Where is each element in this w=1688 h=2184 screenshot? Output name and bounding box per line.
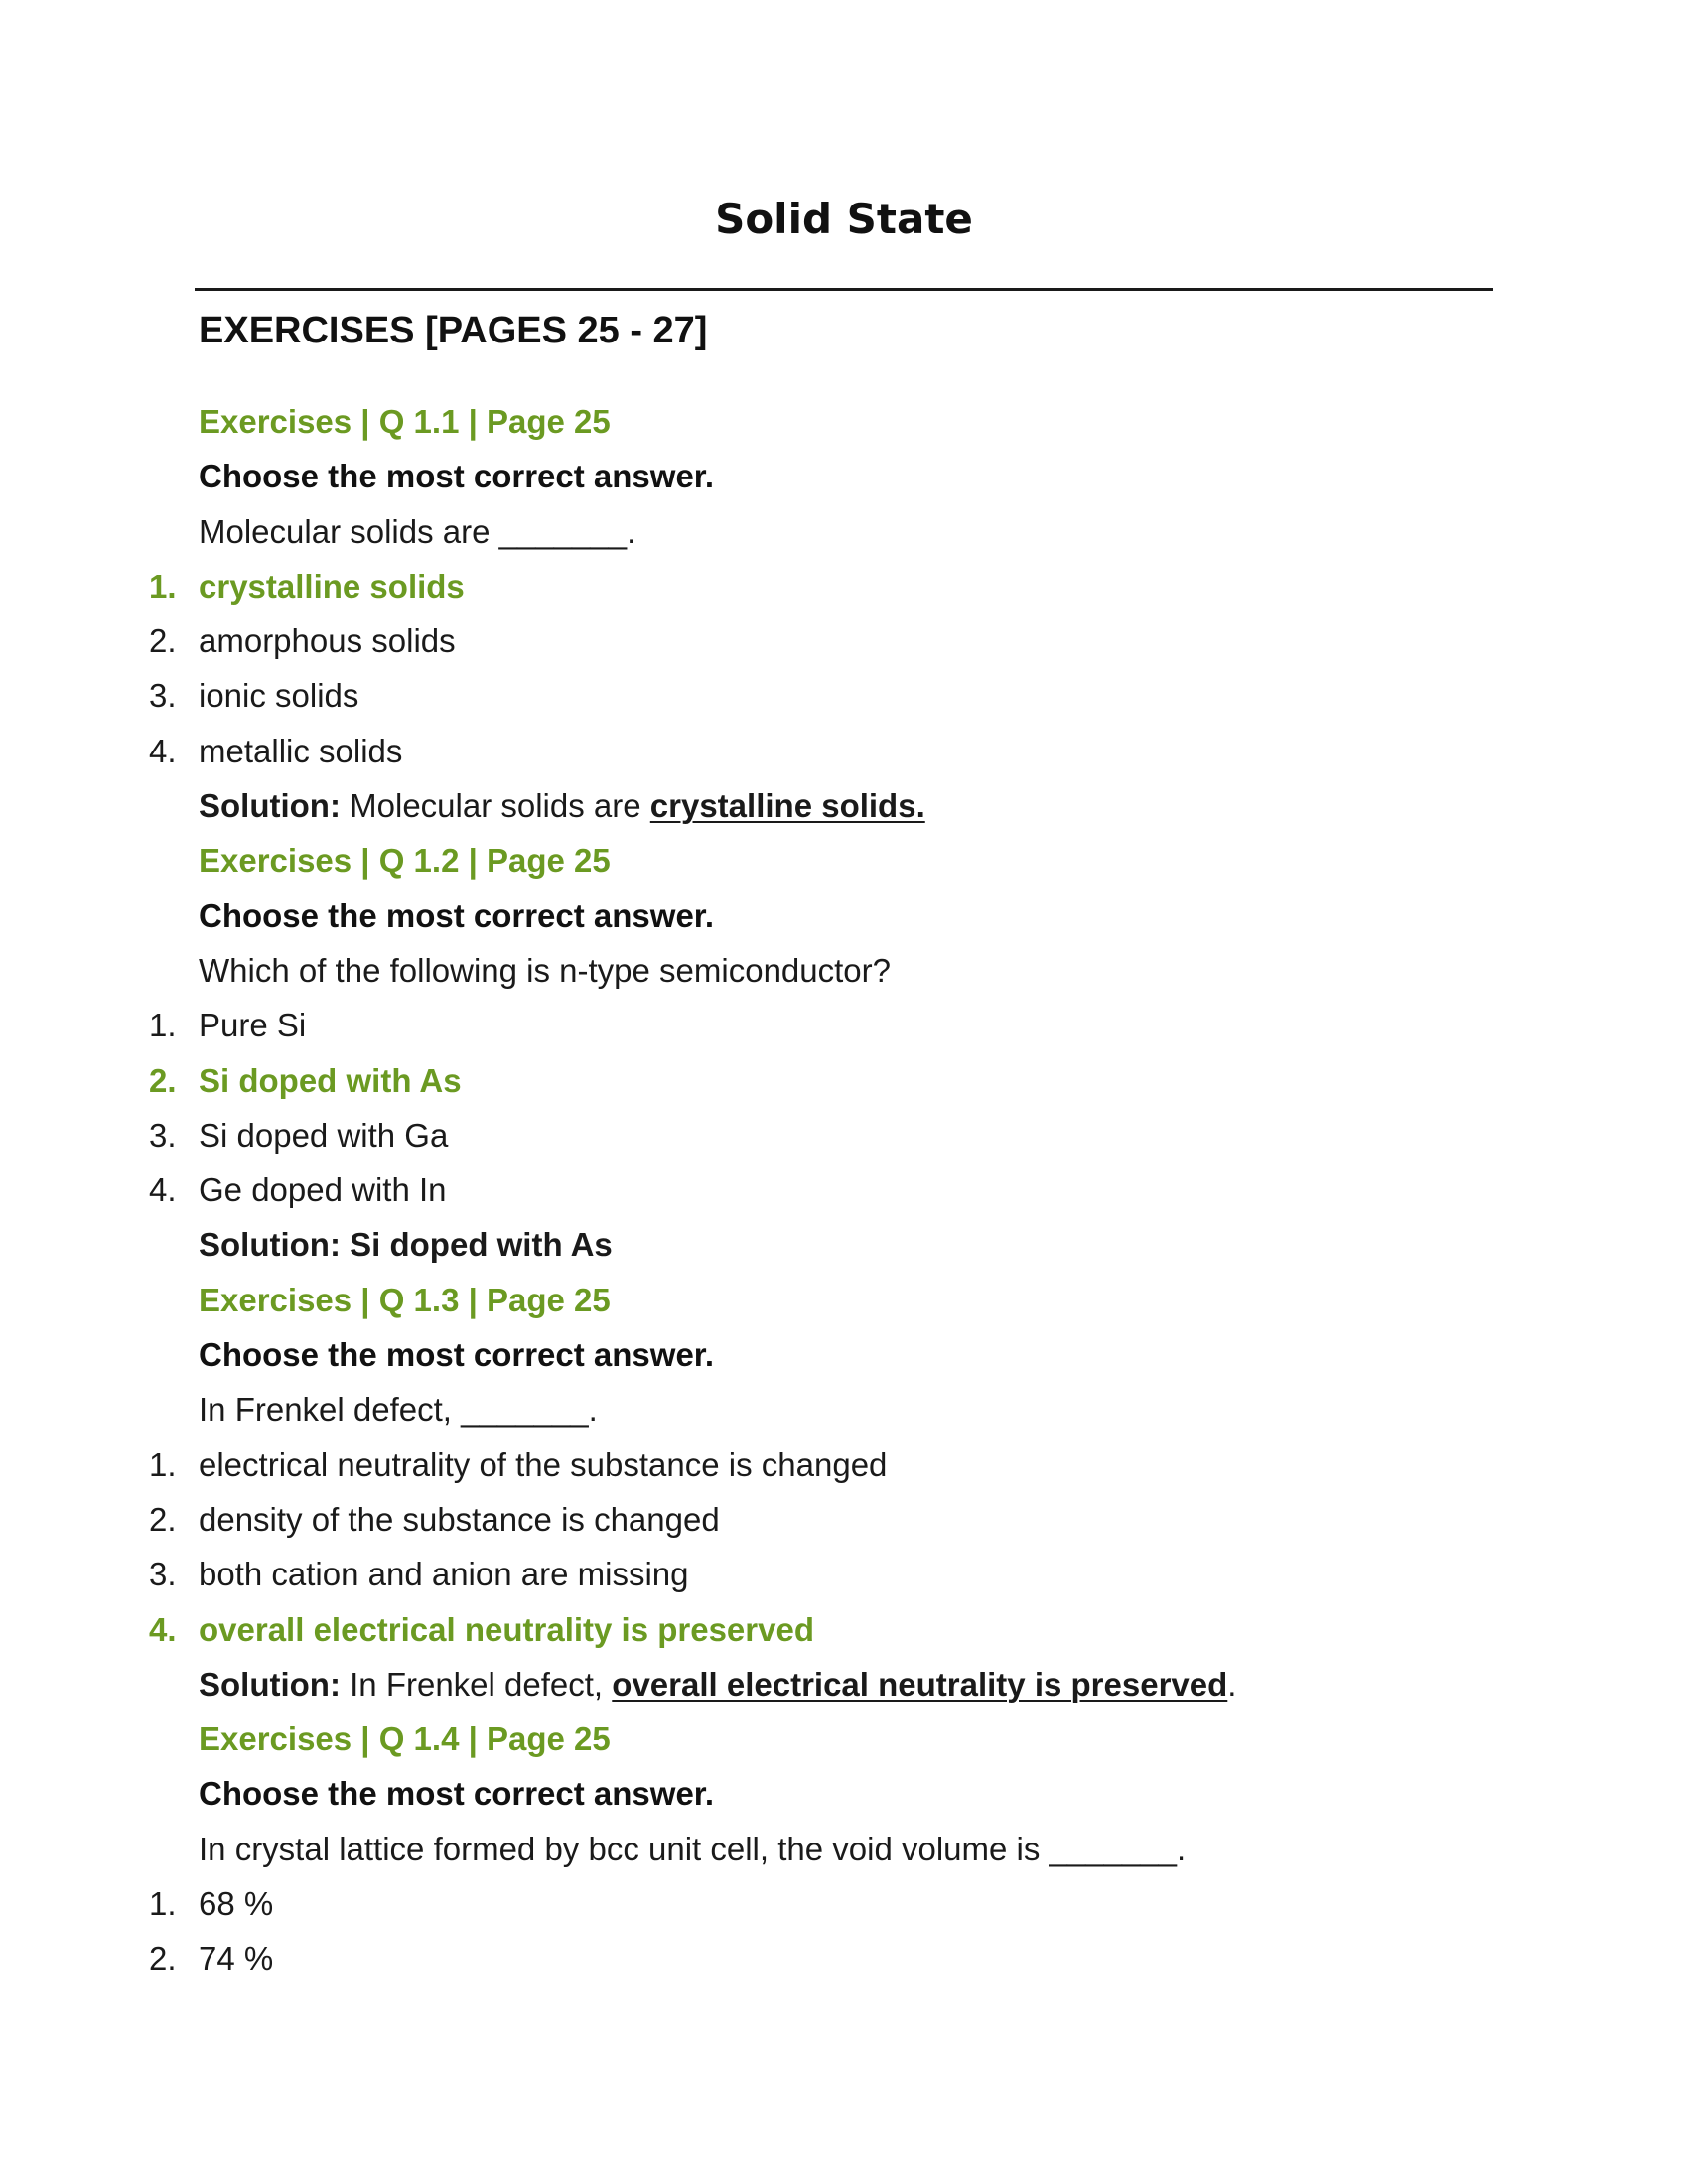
option-number: 4. bbox=[149, 732, 177, 769]
option-item-correct bbox=[0, 1602, 1688, 1657]
solution-answer: overall electrical neutrality is preserved bbox=[612, 1665, 1228, 1703]
option-text: ionic solids bbox=[199, 677, 359, 715]
option-text: Ge doped with In bbox=[199, 1171, 447, 1209]
solution-label: Solution: bbox=[199, 1226, 341, 1264]
question-instruction: Choose the most correct answer. bbox=[199, 896, 714, 934]
option-item bbox=[0, 614, 1688, 668]
option-item bbox=[0, 1492, 1688, 1547]
option-item bbox=[0, 1162, 1688, 1217]
question-header[interactable]: Exercises | Q 1.1 | Page 25 bbox=[199, 403, 611, 440]
option-number: 1. bbox=[149, 567, 177, 605]
option-item-correct bbox=[0, 559, 1688, 614]
option-number: 4. bbox=[149, 1610, 177, 1648]
option-number: 1. bbox=[149, 1007, 177, 1044]
question-prompt: In Frenkel defect, _______. bbox=[199, 1391, 598, 1429]
option-item bbox=[0, 998, 1688, 1052]
title-divider bbox=[195, 288, 1493, 291]
solution-text: Si doped with As bbox=[350, 1226, 613, 1264]
question-instruction: Choose the most correct answer. bbox=[199, 1775, 714, 1813]
solution-line bbox=[0, 1657, 1688, 1711]
option-text: both cation and anion are missing bbox=[199, 1556, 689, 1593]
option-text: 74 % bbox=[199, 1940, 274, 1978]
option-number: 3. bbox=[149, 1556, 177, 1593]
question-instruction: Choose the most correct answer. bbox=[199, 458, 714, 495]
option-number: 4. bbox=[149, 1171, 177, 1209]
solution-line bbox=[0, 778, 1688, 833]
option-item bbox=[0, 1108, 1688, 1162]
option-text: density of the substance is changed bbox=[199, 1500, 720, 1538]
option-item-correct bbox=[0, 1053, 1688, 1108]
option-item bbox=[0, 1876, 1688, 1931]
solution-answer: crystalline solids. bbox=[649, 787, 925, 825]
option-text: Si doped with As bbox=[199, 1061, 462, 1099]
question-prompt: Molecular solids are _______. bbox=[199, 512, 636, 550]
option-number: 1. bbox=[149, 1885, 177, 1923]
option-item bbox=[0, 724, 1688, 778]
question-header[interactable]: Exercises | Q 1.2 | Page 25 bbox=[199, 842, 611, 880]
section-heading: EXERCISES [PAGES 25 - 27] bbox=[199, 310, 708, 351]
option-number: 1. bbox=[149, 1445, 177, 1483]
question-instruction: Choose the most correct answer. bbox=[199, 1336, 714, 1374]
option-number: 2. bbox=[149, 1061, 177, 1099]
question-header[interactable]: Exercises | Q 1.3 | Page 25 bbox=[199, 1281, 611, 1318]
option-number: 2. bbox=[149, 622, 177, 660]
solution-label: Solution: bbox=[199, 1665, 341, 1703]
solution-text: In Frenkel defect, bbox=[350, 1665, 604, 1703]
solution-text: Molecular solids are bbox=[350, 787, 641, 825]
solution-label: Solution: bbox=[199, 787, 341, 825]
option-text: amorphous solids bbox=[199, 622, 456, 660]
question-prompt: In crystal lattice formed by bcc unit cell, the void volume is _______. bbox=[199, 1830, 1187, 1867]
option-item bbox=[0, 668, 1688, 723]
option-text: crystalline solids bbox=[199, 567, 465, 605]
option-number: 2. bbox=[149, 1940, 177, 1978]
solution-end-punct: . bbox=[1227, 1665, 1237, 1703]
option-item bbox=[0, 1437, 1688, 1492]
option-text: overall electrical neutrality is preserved bbox=[199, 1610, 814, 1648]
option-text: electrical neutrality of the substance is changed bbox=[199, 1445, 888, 1483]
option-text: Si doped with Ga bbox=[199, 1116, 449, 1154]
question-header[interactable]: Exercises | Q 1.4 | Page 25 bbox=[199, 1720, 611, 1758]
solution-line bbox=[0, 1217, 1688, 1272]
question-prompt: Which of the following is n-type semiconductor? bbox=[199, 951, 891, 989]
exercise-list bbox=[0, 394, 1688, 1986]
option-item bbox=[0, 1547, 1688, 1601]
option-number: 2. bbox=[149, 1500, 177, 1538]
option-text: Pure Si bbox=[199, 1007, 307, 1044]
option-text: metallic solids bbox=[199, 732, 403, 769]
option-item bbox=[0, 1931, 1688, 1985]
option-number: 3. bbox=[149, 1116, 177, 1154]
option-number: 3. bbox=[149, 677, 177, 715]
option-text: 68 % bbox=[199, 1885, 274, 1923]
page-title: Solid State bbox=[715, 195, 973, 243]
